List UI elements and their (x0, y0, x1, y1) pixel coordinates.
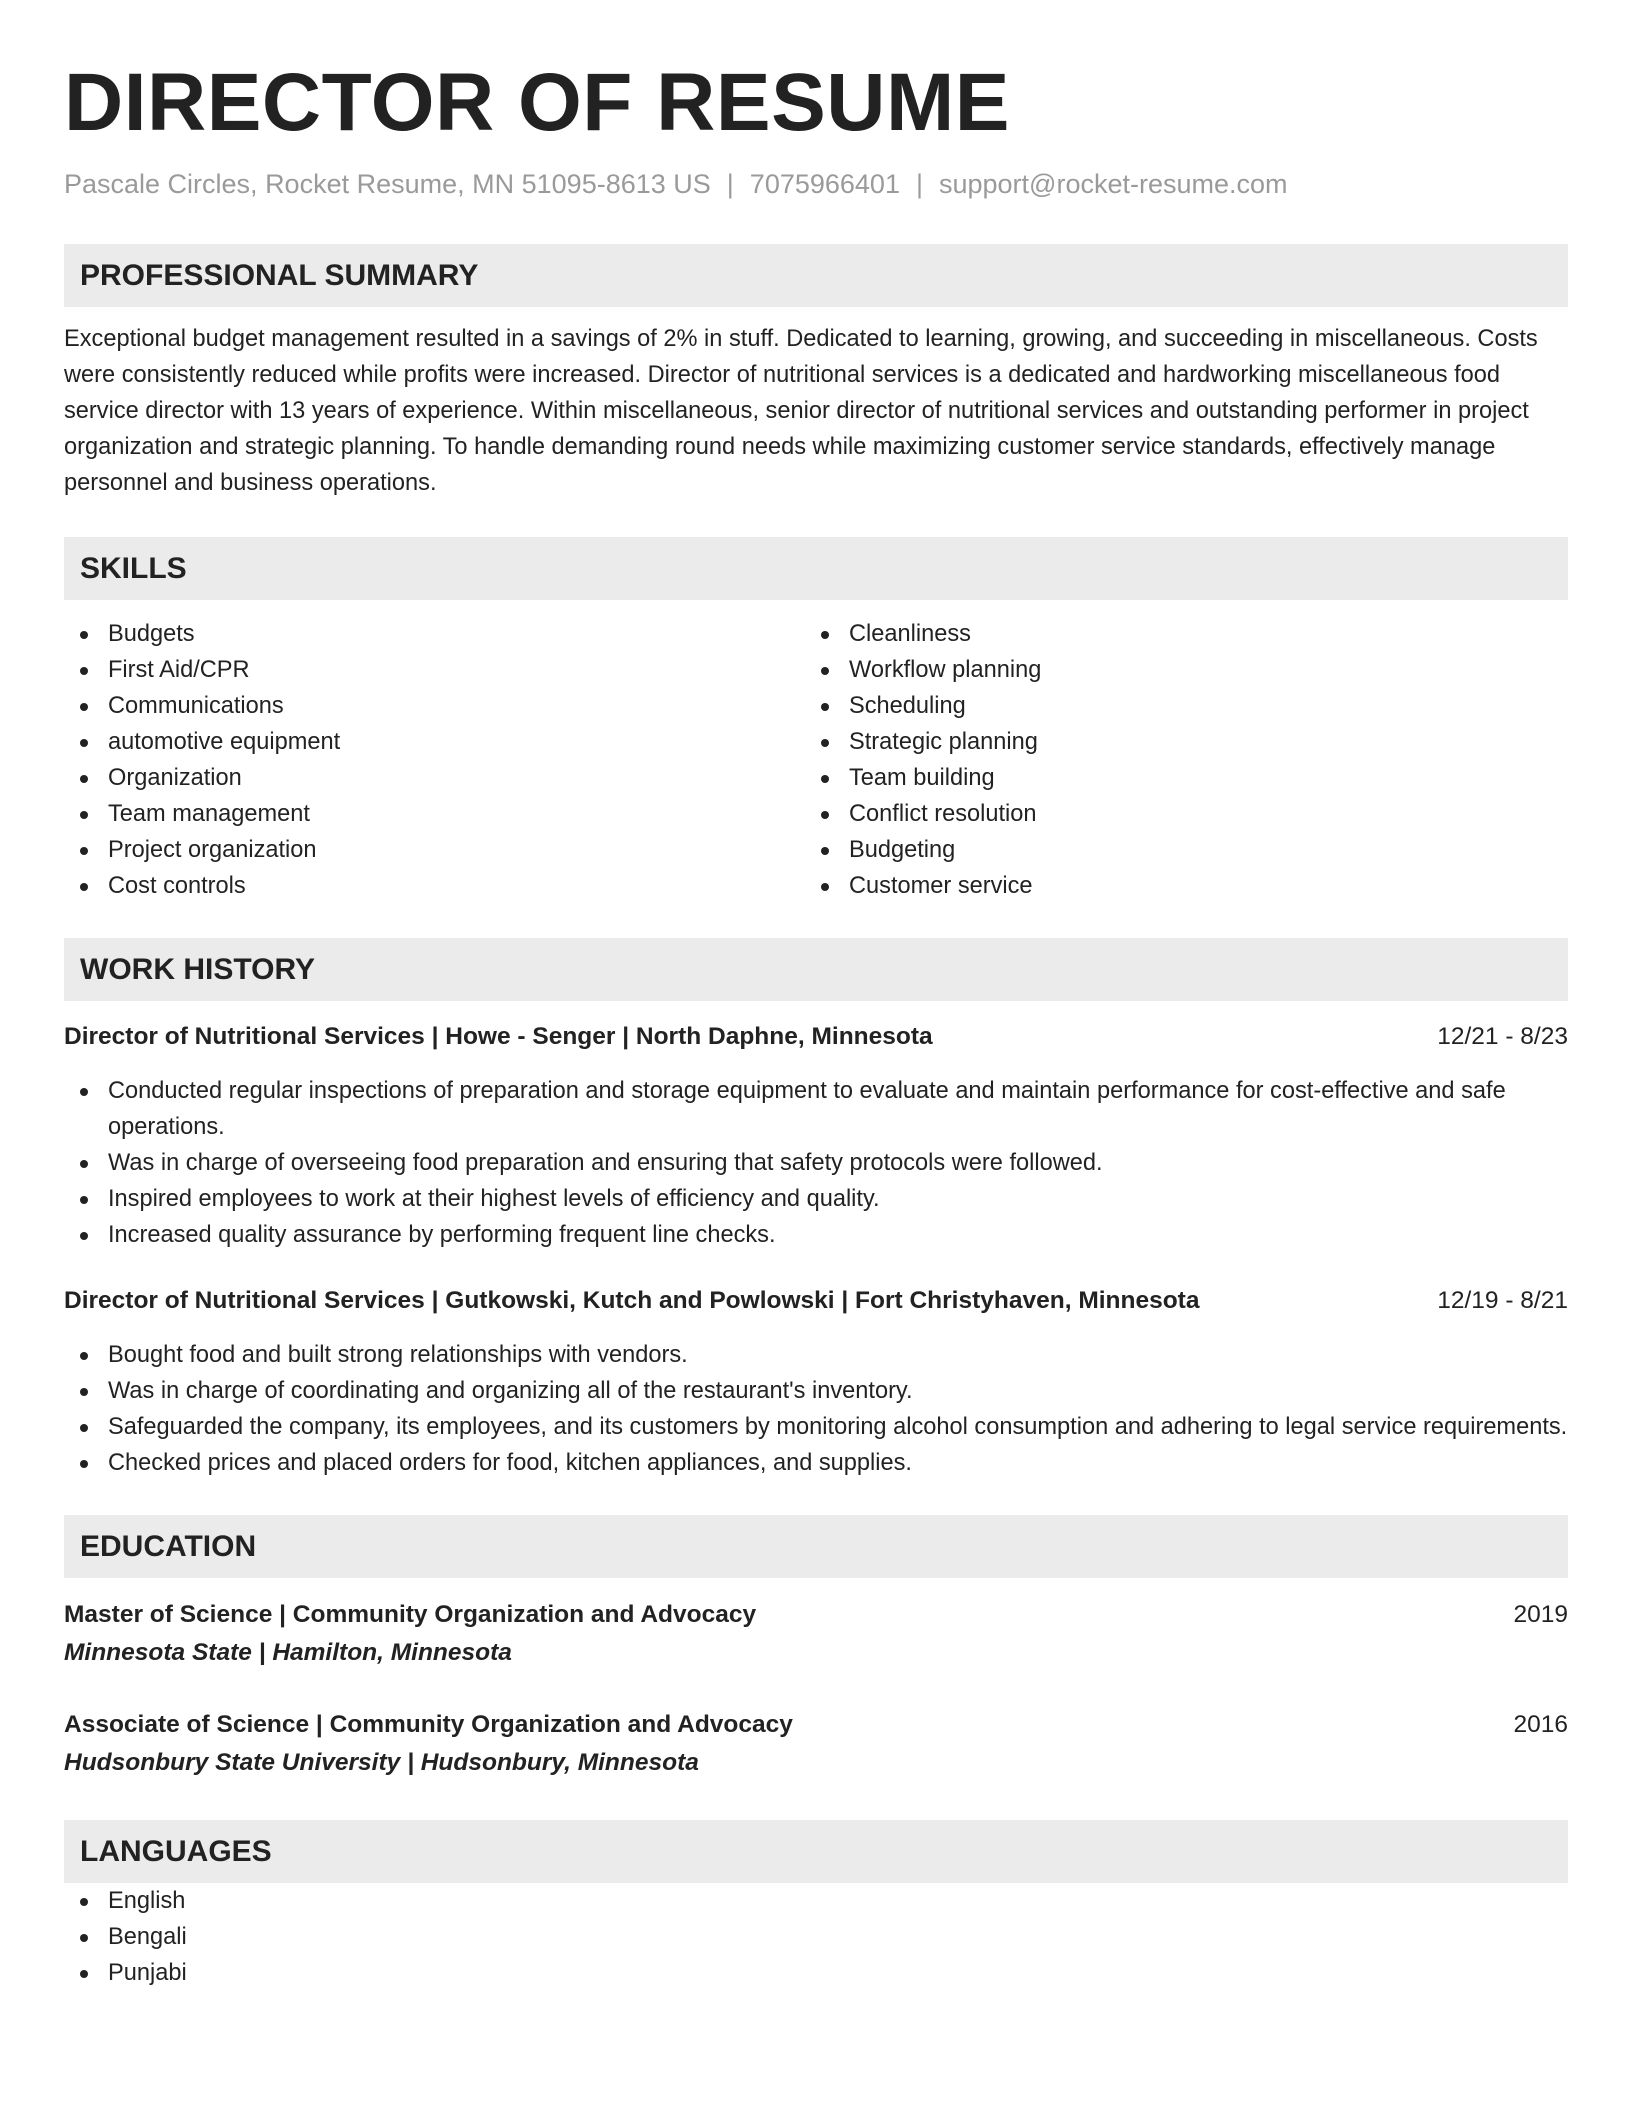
job-bullets (64, 1073, 1568, 1253)
skill-item: Cleanliness (805, 616, 1546, 652)
skill-item: Customer service (805, 868, 1546, 904)
job-dates: 12/19 - 8/21 (1437, 1287, 1568, 1314)
job-bullets (64, 1337, 1568, 1481)
contact-phone: 7075966401 (749, 169, 900, 199)
contact-separator: | (915, 169, 923, 199)
education-heading: EDUCATION (64, 1515, 1568, 1578)
skill-item: Project organization (64, 832, 805, 868)
job-header (64, 1283, 1568, 1319)
job-bullet: Was in charge of coordinating and organizing all of the restaurant's inventory. (64, 1373, 1568, 1409)
language-item: Bengali (64, 1919, 1568, 1955)
education-school: Minnesota State | Hamilton, Minnesota (64, 1639, 512, 1666)
education-school: Hudsonbury State University | Hudsonbury, Minnesota (64, 1749, 699, 1776)
language-item: Punjabi (64, 1955, 1568, 1991)
job-dates: 12/21 - 8/23 (1437, 1023, 1568, 1050)
languages-list (64, 1883, 1568, 1991)
education-degree: Master of Science | Community Organization and Advocacy (64, 1601, 757, 1628)
job-title: Director of Nutritional Services | Howe - Senger | North Daphne, Minnesota (64, 1023, 933, 1050)
skills-heading: SKILLS (64, 537, 1568, 600)
skill-item: automotive equipment (64, 724, 805, 760)
education-year: 2016 (1513, 1711, 1568, 1738)
skills-column-left (64, 616, 805, 904)
job-header (64, 1019, 1568, 1055)
job-bullet: Bought food and built strong relationships with vendors. (64, 1337, 1568, 1373)
job-bullet: Inspired employees to work at their highest levels of efficiency and quality. (64, 1181, 1568, 1217)
skills-grid (64, 616, 1568, 904)
job-entry (64, 1019, 1568, 1253)
skill-item: Strategic planning (805, 724, 1546, 760)
skill-item: Scheduling (805, 688, 1546, 724)
skills-section (64, 537, 1568, 904)
summary-heading: PROFESSIONAL SUMMARY (64, 244, 1568, 307)
skill-item: Conflict resolution (805, 796, 1546, 832)
language-item: English (64, 1883, 1568, 1919)
job-bullet: Safeguarded the company, its employees, and its customers by monitoring alcohol consumption and adhering to legal service requirements. (64, 1409, 1568, 1445)
skill-item: Communications (64, 688, 805, 724)
skill-item: Team building (805, 760, 1546, 796)
skills-list-left (64, 616, 805, 904)
skill-item: Budgets (64, 616, 805, 652)
job-bullet: Checked prices and placed orders for food, kitchen appliances, and supplies. (64, 1445, 1568, 1481)
contact-address: Pascale Circles, Rocket Resume, MN 51095-8613 US (64, 169, 711, 199)
skill-item: Cost controls (64, 868, 805, 904)
languages-section (64, 1820, 1568, 1991)
summary-section (64, 244, 1568, 501)
skill-item: Budgeting (805, 832, 1546, 868)
job-title: Director of Nutritional Services | Gutkowski, Kutch and Powlowski | Fort Christyhaven, Minnesota (64, 1287, 1200, 1314)
work-history-section (64, 938, 1568, 1481)
skill-item: Workflow planning (805, 652, 1546, 688)
contact-email: support@rocket-resume.com (938, 169, 1288, 199)
contact-separator: | (726, 169, 734, 199)
education-section (64, 1515, 1568, 1782)
contact-line (64, 166, 1568, 202)
education-degree: Associate of Science | Community Organization and Advocacy (64, 1711, 793, 1738)
summary-text: Exceptional budget management resulted in a savings of 2% in stuff. Dedicated to learning, growing, and succeeding in miscellaneous. Costs were consistently reduced while profits were increased. Director of nutritional services is a dedicated and hardworking miscellaneous food service director with 13 years of experience. Within miscellaneous, senior director of nutritional services and outstanding performer in project organization and strategic planning. To handle demanding round needs while maximizing customer service standards, effectively manage personnel and business operations. (64, 326, 1538, 496)
skill-item: First Aid/CPR (64, 652, 805, 688)
skill-item: Team management (64, 796, 805, 832)
education-year: 2019 (1513, 1601, 1568, 1628)
languages-heading: LANGUAGES (64, 1820, 1568, 1883)
skills-list-right (805, 616, 1546, 904)
skills-column-right (805, 616, 1546, 904)
job-bullet: Increased quality assurance by performing frequent line checks. (64, 1217, 1568, 1253)
education-entry (64, 1706, 1568, 1782)
skill-item: Organization (64, 760, 805, 796)
job-bullet: Conducted regular inspections of preparation and storage equipment to evaluate and maintain performance for cost-effective and safe operations. (64, 1073, 1568, 1145)
education-header (64, 1596, 1568, 1634)
education-header (64, 1706, 1568, 1744)
education-entry (64, 1596, 1568, 1672)
job-bullet: Was in charge of overseeing food preparation and ensuring that safety protocols were followed. (64, 1145, 1568, 1181)
resume-name: DIRECTOR OF RESUME (64, 57, 1010, 148)
work-history-heading: WORK HISTORY (64, 938, 1568, 1001)
job-entry (64, 1283, 1568, 1481)
